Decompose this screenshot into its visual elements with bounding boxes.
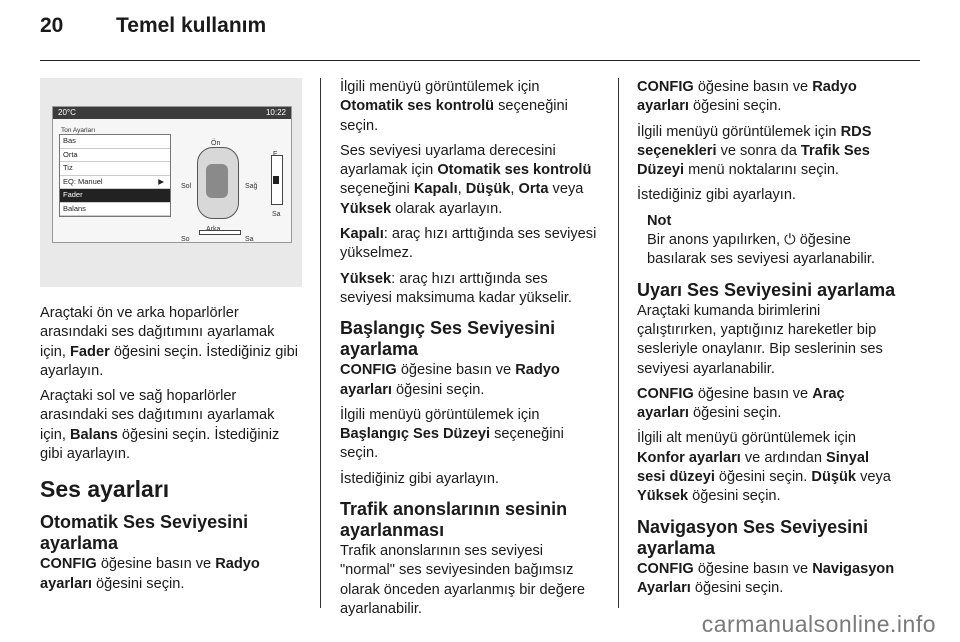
- power-icon: ⏻: [784, 232, 796, 249]
- display-screen: [52, 106, 292, 243]
- fader-slider: [271, 155, 283, 205]
- paragraph: İlgili menüyü görüntülemek için Otomatik ses kontrolü seçeneğini seçin.: [340, 79, 568, 134]
- label-left: Sol: [181, 183, 192, 190]
- eq-label: EQ: Manuel: [63, 176, 103, 186]
- paragraph: Yüksek: araç hızı arttığında ses seviyesi maksimuma kadar yükselir.: [340, 270, 572, 306]
- paragraph: Kapalı: araç hızı arttığında ses seviyesi yükselmez.: [340, 226, 597, 262]
- paragraph: İlgili menüyü görüntülemek için RDS seçenekleri ve sonra da Trafik Ses Düzeyi menü noktalarını seçin.: [637, 123, 872, 179]
- paragraph: İstediğiniz gibi ayarlayın.: [340, 470, 499, 487]
- subsection-heading: Uyarı Ses Seviyesini ayarlama: [637, 279, 896, 300]
- section-heading: Ses ayarları: [40, 476, 170, 503]
- temperature: 20°C: [58, 108, 76, 117]
- car-top-view-icon: [197, 147, 239, 219]
- menu-item-eq: [60, 176, 170, 190]
- column-1: [40, 78, 300, 600]
- note-title: Not: [647, 212, 672, 229]
- screen-illustration: [40, 78, 302, 287]
- menu-item-tiz: Tiz: [60, 162, 170, 176]
- paragraph: İstediğiniz gibi ayarlayın.: [637, 187, 796, 204]
- subsection-heading: Trafik anonslarının sesinin ayarlanması: [340, 499, 568, 541]
- page-header: [40, 14, 266, 38]
- menu-item-orta: Orta: [60, 149, 170, 163]
- paragraph: CONFIG öğesine basın ve Radyo ayarları öğesini seçin.: [40, 556, 260, 592]
- note-text: Bir anons yapılırken, ⏻ öğesine basılarak ses seviyesi ayarlanabilir.: [647, 232, 875, 268]
- menu-item-bas: Bas: [60, 135, 170, 149]
- page-title: Temel kullanım: [116, 14, 267, 37]
- paragraph: Araçtaki sol ve sağ hoparlörler arasındaki ses dağıtımını ayarlamak için, Balans öğesini seçin. İstediğiniz gibi ayarlayın.: [40, 388, 280, 463]
- paragraph: İlgili alt menüyü görüntülemek için Konfor ayarları ve ardından Sinyal sesi düzeyi öğesini seçin. Düşük veya Yüksek öğesini seçin.: [637, 430, 891, 505]
- screen-title: Ton Ayarları: [61, 127, 96, 134]
- header-rule: [40, 60, 920, 61]
- paragraph: Araçtaki kumanda birimlerini çalıştırırken, yaptığınız hareketler bip sesleriyle onaylanır. Bip seslerinin ses seviyesi ayarlanabilir.: [637, 302, 883, 377]
- label-sa-vertical: Sa: [272, 211, 281, 218]
- paragraph: CONFIG öğesine basın ve Radyo ayarları öğesini seçin.: [637, 79, 857, 115]
- subsection-heading: Navigasyon Ses Seviyesini ayarlama: [637, 516, 869, 558]
- tone-menu: [59, 134, 171, 217]
- label-sa-horizontal: Sa: [245, 236, 254, 243]
- status-bar: [53, 107, 291, 119]
- paragraph: CONFIG öğesine basın ve Radyo ayarları öğesini seçin.: [340, 362, 560, 398]
- column-3: [637, 78, 897, 604]
- page-number: 20: [40, 14, 64, 37]
- column-divider: [320, 78, 321, 608]
- label-right: Sağ: [245, 183, 258, 190]
- menu-item-fader: Fader: [60, 189, 170, 203]
- paragraph: CONFIG öğesine basın ve Navigasyon Ayarları öğesini seçin.: [637, 560, 895, 596]
- clock: 10:22: [265, 108, 286, 117]
- column-2: [340, 78, 600, 625]
- watermark: carmanualsonline.info: [701, 611, 936, 637]
- label-front: Ön: [211, 140, 221, 147]
- paragraph: Araçtaki ön ve arka hoparlörler arasındaki ses dağıtımını ayarlamak için, Fader öğesini seçin. İstediğiniz gibi ayarlayın.: [40, 305, 298, 379]
- balance-slider: [199, 230, 241, 235]
- subsection-heading: Otomatik Ses Seviyesini ayarlama: [40, 512, 249, 554]
- paragraph: İlgili menüyü görüntülemek için Başlangıç Ses Düzeyi seçeneğini seçin.: [340, 406, 564, 462]
- menu-item-balans: Balans: [60, 203, 170, 217]
- paragraph: CONFIG öğesine basın ve Araç ayarları öğesini seçin.: [637, 385, 845, 422]
- arrow-right-icon: ▶: [158, 176, 164, 186]
- paragraph: Trafik anonslarının ses seviyesi "normal" ses seviyesinden bağımsız olarak önceden ayarlanmış bir değere ayarlanabilir.: [340, 543, 585, 617]
- label-so: So: [181, 236, 190, 243]
- paragraph: Ses seviyesi uyarlama derecesini ayarlamak için Otomatik ses kontrolü seçeneğini Kapalı, Düşük, Orta veya Yüksek olarak ayarlayın.: [340, 142, 592, 217]
- note-box: [637, 212, 897, 270]
- column-divider: [618, 78, 619, 608]
- subsection-heading: Başlangıç Ses Seviyesini ayarlama: [340, 318, 556, 360]
